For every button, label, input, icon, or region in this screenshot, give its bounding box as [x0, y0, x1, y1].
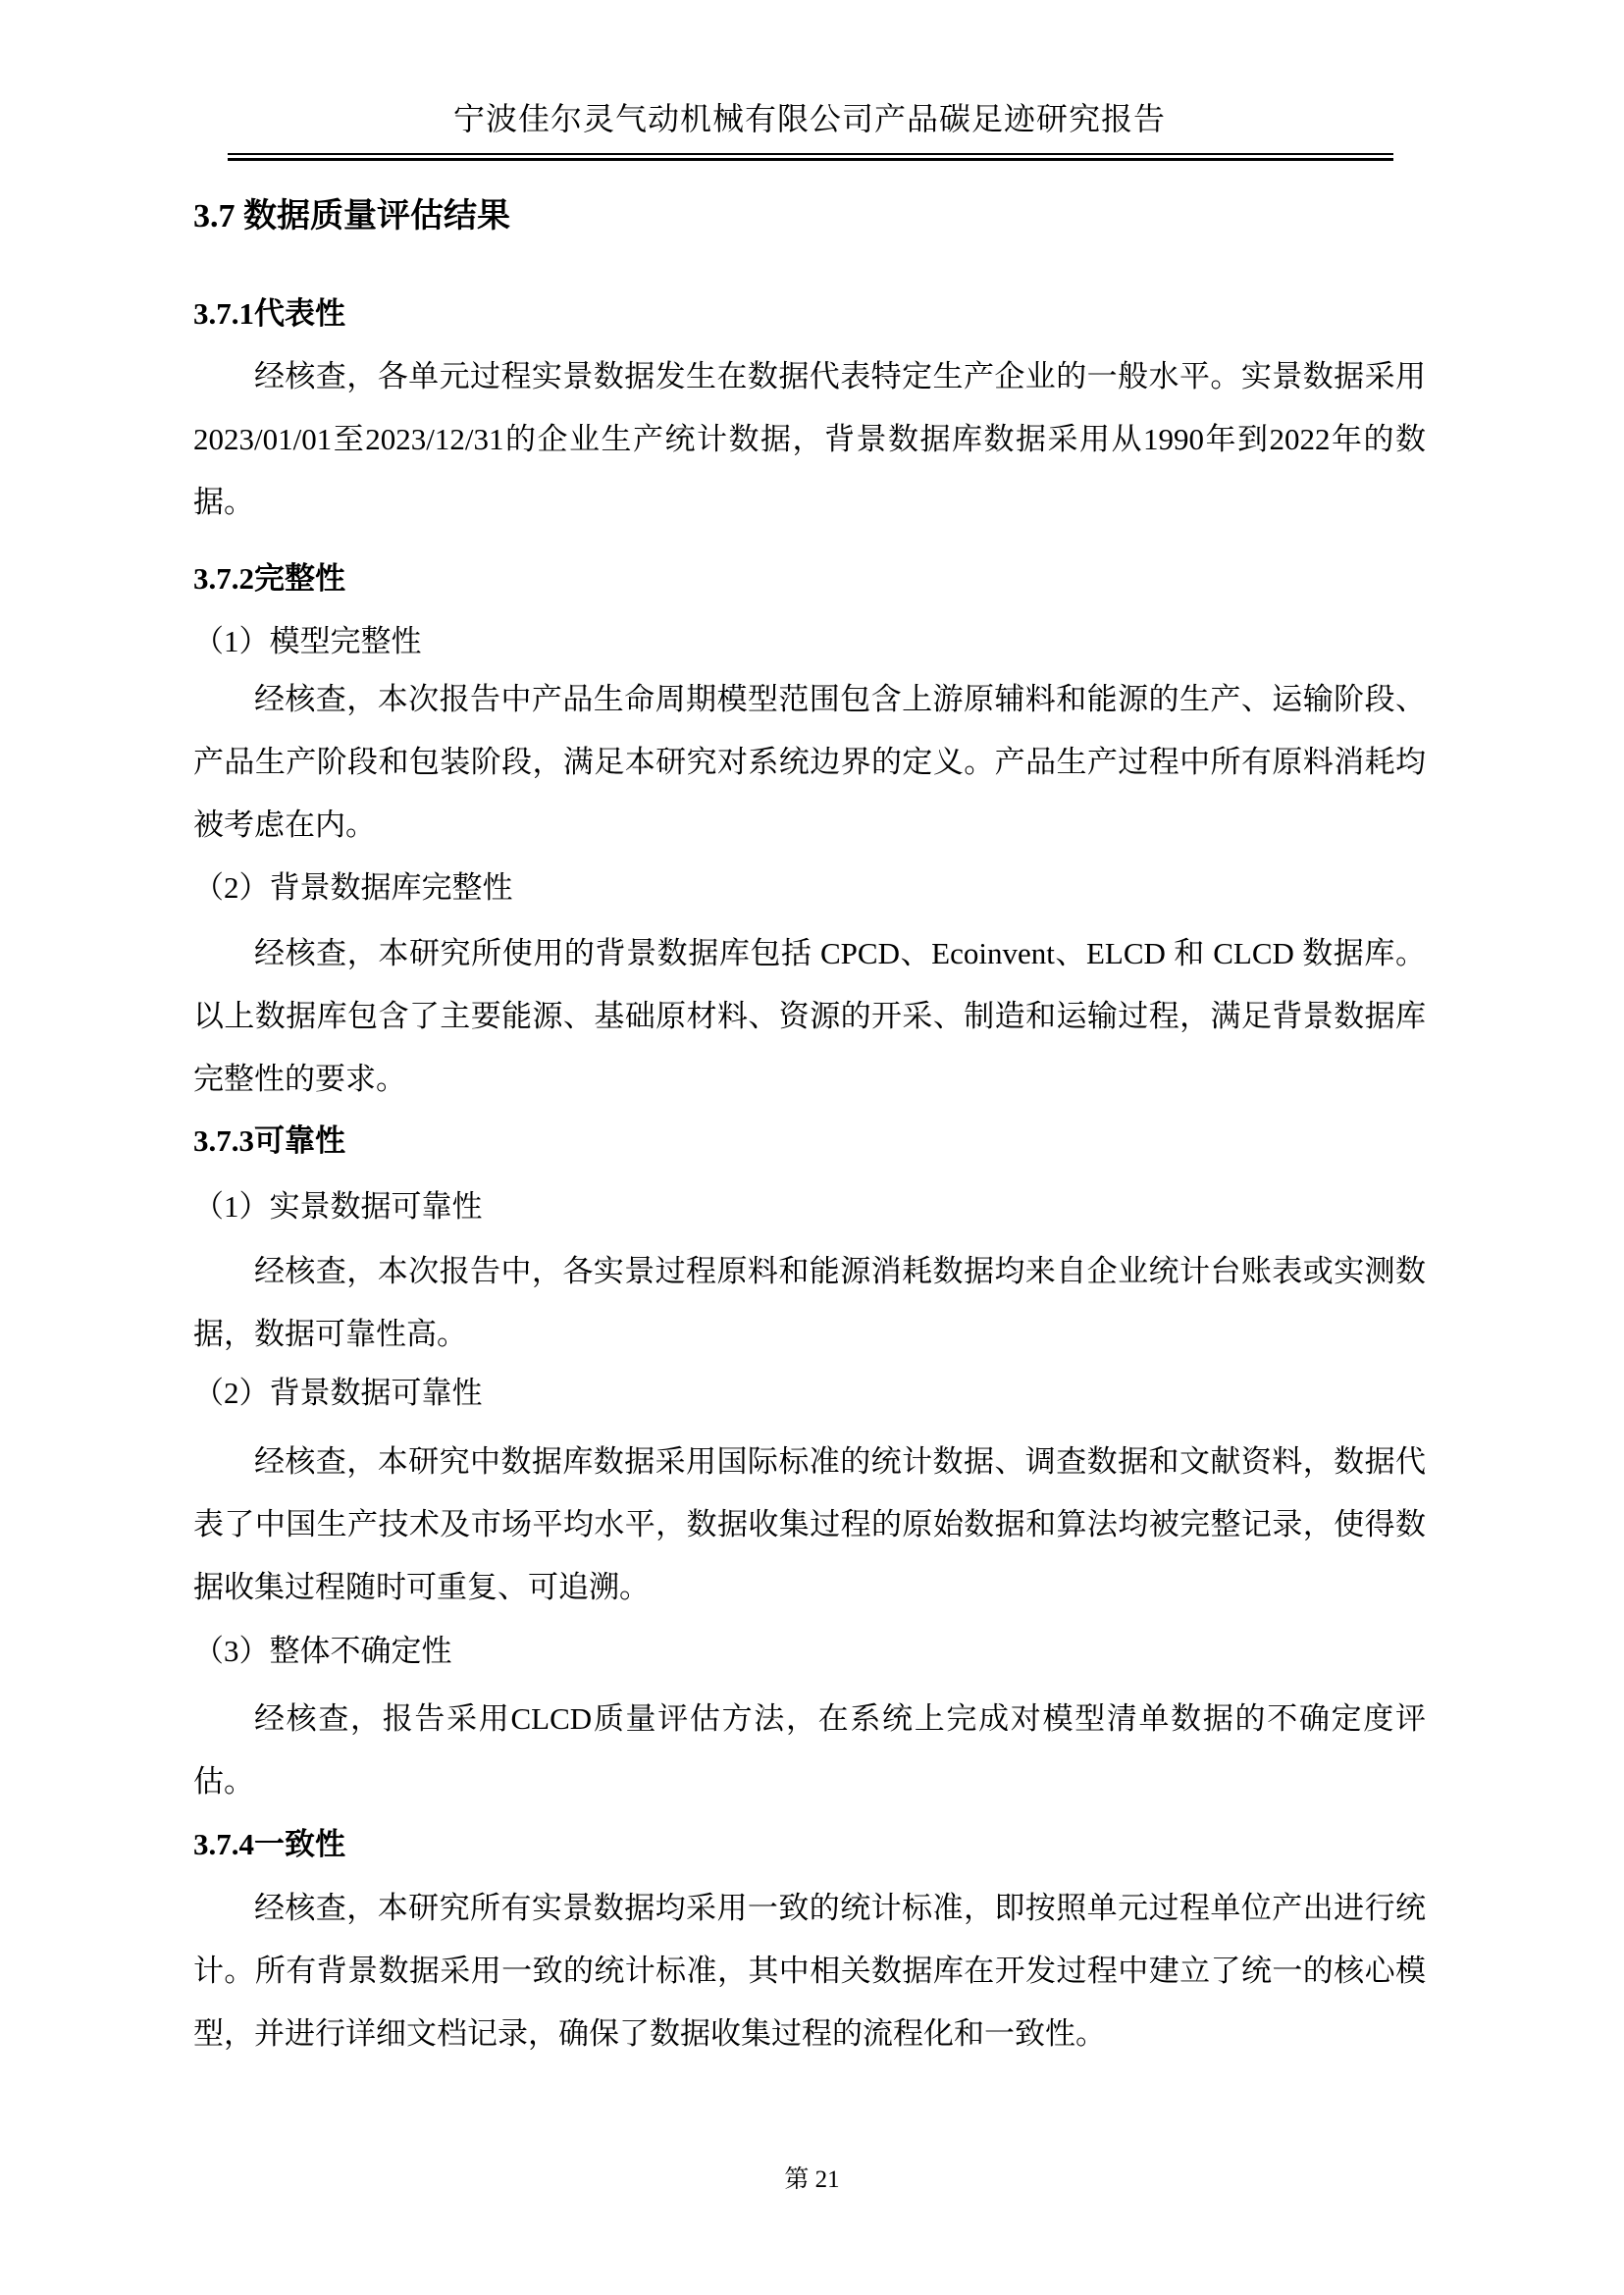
list-item-heading-foreground-reliability: （1）实景数据可靠性	[193, 1189, 483, 1224]
paragraph-representativeness: 经核查，各单元过程实景数据发生在数据代表特定生产企业的一般水平。实景数据采用2023/01/01至2023/12/31的企业生产统计数据，背景数据库数据采用从1990年到2022年的数据。	[193, 359, 1426, 519]
list-item-heading-model-completeness: （1）模型完整性	[193, 624, 422, 658]
paragraph-overall-uncertainty: 经核查，报告采用CLCD质量评估方法，在系统上完成对模型清单数据的不确定度评估。	[193, 1701, 1426, 1799]
list-item-heading-overall-uncertainty: （3）整体不确定性	[193, 1634, 452, 1668]
paragraph-background-reliability: 经核查，本研究中数据库数据采用国际标准的统计数据、调查数据和文献资料，数据代表了中国生产技术及市场平均水平，数据收集过程的原始数据和算法均被完整记录，使得数据收集过程随时可重复、可追溯。	[193, 1444, 1426, 1604]
report-header-title: 宁波佳尔灵气动机械有限公司产品碳足迹研究报告	[452, 101, 1166, 136]
subsection-heading-3-7-2: 3.7.2完整性	[193, 561, 345, 596]
paragraph-model-completeness: 经核查，本次报告中产品生命周期模型范围包含上游原辅料和能源的生产、运输阶段、产品生产阶段和包装阶段，满足本研究对系统边界的定义。产品生产过程中所有原料消耗均被考虑在内。	[193, 682, 1426, 842]
section-heading-3-7: 3.7 数据质量评估结果	[193, 198, 510, 235]
subsection-heading-3-7-4: 3.7.4一致性	[193, 1827, 345, 1861]
header-divider-rule	[228, 153, 1393, 161]
subsection-heading-3-7-3: 3.7.3可靠性	[193, 1123, 345, 1158]
list-item-heading-background-db-completeness: （2）背景数据库完整性	[193, 870, 513, 905]
paragraph-foreground-reliability: 经核查，本次报告中，各实景过程原料和能源消耗数据均来自企业统计台账表或实测数据，数据可靠性高。	[193, 1254, 1426, 1351]
paragraph-consistency: 经核查，本研究所有实景数据均采用一致的统计标准，即按照单元过程单位产出进行统计。所有背景数据采用一致的统计标准，其中相关数据库在开发过程中建立了统一的核心模型，并进行详细文档记录，确保了数据收集过程的流程化和一致性。	[193, 1891, 1426, 2051]
subsection-heading-3-7-1: 3.7.1代表性	[193, 296, 345, 331]
list-item-heading-background-reliability: （2）背景数据可靠性	[193, 1376, 483, 1410]
paragraph-background-db-completeness: 经核查，本研究所使用的背景数据库包括 CPCD、Ecoinvent、ELCD 和 CLCD 数据库。以上数据库包含了主要能源、基础原材料、资源的开采、制造和运输过程，满足背景数据库完整性的要求。	[193, 936, 1426, 1096]
page-number: 第 21	[784, 2166, 840, 2193]
